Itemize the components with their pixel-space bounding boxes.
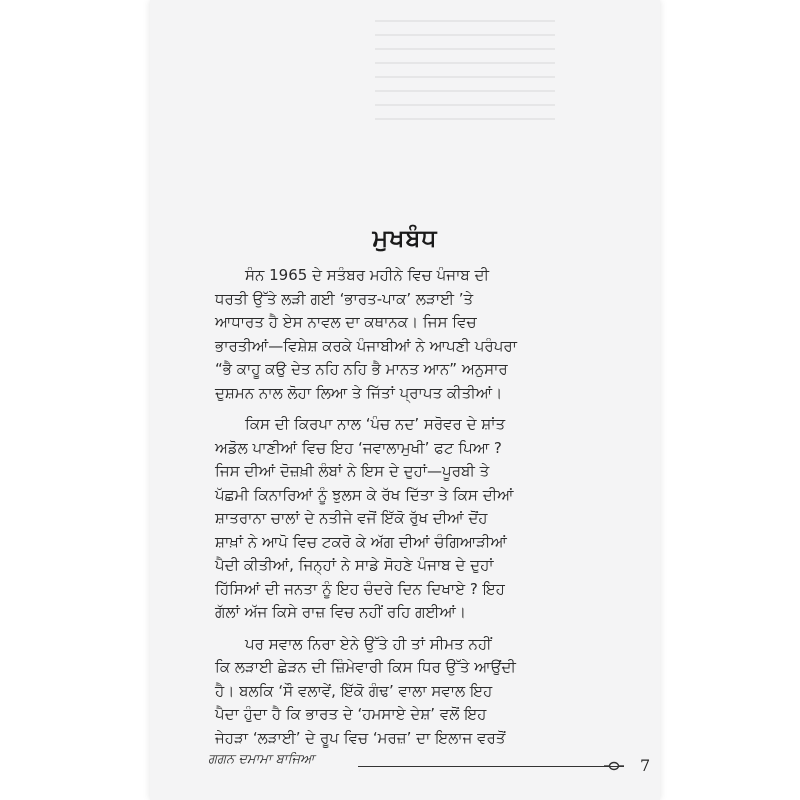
text-line: ਪਰ ਸਵਾਲ ਨਿਰਾ ਏਨੇ ਉੱਤੇ ਹੀ ਤਾਂ ਸੀਮਤ ਨਹੀਂ bbox=[245, 634, 492, 653]
text-line: ਆਧਾਰਤ ਹੈ ਏਸ ਨਾਵਲ ਦਾ ਕਥਾਨਕ। ਜਿਸ ਵਿਚ bbox=[215, 313, 477, 331]
paragraph-3 bbox=[215, 633, 655, 751]
text-line: ਕਿ ਲੜਾਈ ਛੇੜਨ ਦੀ ਜ਼ਿੰਮੇਵਾਰੀ ਕਿਸ ਧਿਰ ਉੱਤੇ ਆਉਂਦੀ bbox=[215, 658, 516, 676]
footer-rule bbox=[358, 766, 624, 767]
text-line: ਅਡੋਲ ਪਾਣੀਆਂ ਵਿਚ ਇਹ ‘ਜਵਾਲਾਮੁਖੀ’ ਫਟ ਪਿਆ ? bbox=[215, 438, 502, 457]
text-line: ਪੈਦੀ ਕੀਤੀਆਂ, ਜਿਨ੍ਹਾਂ ਨੇ ਸਾਡੇ ਸੋਹਣੇ ਪੰਜਾਬ ਦੇ ਦੁਹਾਂ bbox=[215, 556, 494, 574]
text-line: ਸੰਨ 1965 ਦੇ ਸਤੰਬਰ ਮਹੀਨੇ ਵਿਚ ਪੰਜਾਬ ਦੀ bbox=[245, 266, 489, 284]
text-line: ਜੇਹੜਾ ‘ਲੜਾਈ’ ਦੇ ਰੂਪ ਵਿਚ ‘ਮਰਜ਼’ ਦਾ ਇਲਾਜ ਵਰਤੋਂ bbox=[215, 728, 506, 747]
text-line: ਸ਼ਾਤਰਾਨਾ ਚਾਲਾਂ ਦੇ ਨਤੀਜੇ ਵਜੋਂ ਇੱਕੋ ਰੁੱਖ ਦੀਆਂ ਦੋਂਹ bbox=[215, 509, 488, 527]
text-line: ਧਰਤੀ ਉੱਤੇ ਲੜੀ ਗਈ ‘ਭਾਰਤ-ਪਾਕ’ ਲੜਾਈ ’ਤੇ bbox=[215, 289, 474, 308]
footer-ornament-icon bbox=[604, 760, 624, 772]
text-line: “ਭੈ ਕਾਹੂ ਕਉ ਦੇਤ ਨਹਿ ਨਹਿ ਭੈ ਮਾਨਤ ਆਨ” ਅਨੁਸਾਰ bbox=[215, 360, 508, 378]
paragraph-2 bbox=[215, 413, 655, 625]
text-line: ਸ਼ਾਖ਼ਾਂ ਨੇ ਆਪੋ ਵਿਚ ਟਕਰੋ ਕੇ ਅੱਗ ਦੀਆਂ ਚੰਗਿਆੜੀਆਂ bbox=[215, 532, 507, 551]
text-line: ਹਿੱਸਿਆਂ ਦੀ ਜਨਤਾ ਨੂੰ ਇਹ ਚੰਦਰੇ ਦਿਨ ਦਿਖਾਏ ? ਇਹ bbox=[215, 579, 505, 598]
text-line: ਗੱਲਾਂ ਅੱਜ ਕਿਸੇ ਰਾਜ਼ ਵਿਚ ਨਹੀਂ ਰਹਿ ਗਈਆਂ। bbox=[215, 603, 466, 621]
text-line: ਦੁਸ਼ਮਨ ਨਾਲ ਲੋਹਾ ਲਿਆ ਤੇ ਜਿੱਤਾਂ ਪ੍ਰਾਪਤ ਕੀਤੀਆਂ। bbox=[215, 383, 503, 402]
text-line: ਕਿਸ ਦੀ ਕਿਰਪਾ ਨਾਲ ‘ਪੰਚ ਨਦ’ ਸਰੋਵਰ ਦੇ ਸ਼ਾਂਤ bbox=[245, 415, 506, 433]
page-number: 7 bbox=[640, 756, 651, 775]
text-line: ਪੱਛਮੀ ਕਿਨਾਰਿਆਂ ਨੂੰ ਝੁਲਸ ਕੇ ਰੱਖ ਦਿੱਤਾ ਤੇ ਕਿਸ ਦੀਆਂ bbox=[215, 485, 514, 504]
bleed-through-text bbox=[375, 8, 555, 208]
text-line: ਪੈਦਾ ਹੁੰਦਾ ਹੈ ਕਿ ਭਾਰਤ ਦੇ ‘ਹਮਸਾਏ ਦੇਸ਼’ ਵਲੋਂ ਇਹ bbox=[215, 705, 487, 723]
book-page bbox=[150, 0, 660, 800]
body-text bbox=[215, 264, 655, 758]
chapter-title: ਮੁਖਬੰਧ bbox=[372, 224, 438, 252]
text-line: ਹੈ। ਬਲਕਿ ‘ਸੌ ਵਲਾਵੇਂ, ਇੱਕੋ ਗੰਢ’ ਵਾਲਾ ਸਵਾਲ ਇਹ bbox=[215, 681, 493, 700]
text-line: ਜਿਸ ਦੀਆਂ ਦੋਜ਼ਖ਼ੀ ਲੰਬਾਂ ਨੇ ਇਸ ਦੇ ਦੁਹਾਂ—ਪੂਰਬੀ ਤੇ bbox=[215, 462, 490, 480]
text-line: ਭਾਰਤੀਆਂ—ਵਿਸ਼ੇਸ਼ ਕਰਕੇ ਪੰਜਾਬੀਆਂ ਨੇ ਆਪਣੀ ਪਰੰਪਰਾ bbox=[215, 336, 517, 355]
page-footer bbox=[208, 752, 658, 780]
paragraph-1 bbox=[215, 264, 655, 405]
running-head: ਗਗਨ ਦਮਾਮਾ ਬਾਜਿਆ bbox=[208, 752, 315, 767]
